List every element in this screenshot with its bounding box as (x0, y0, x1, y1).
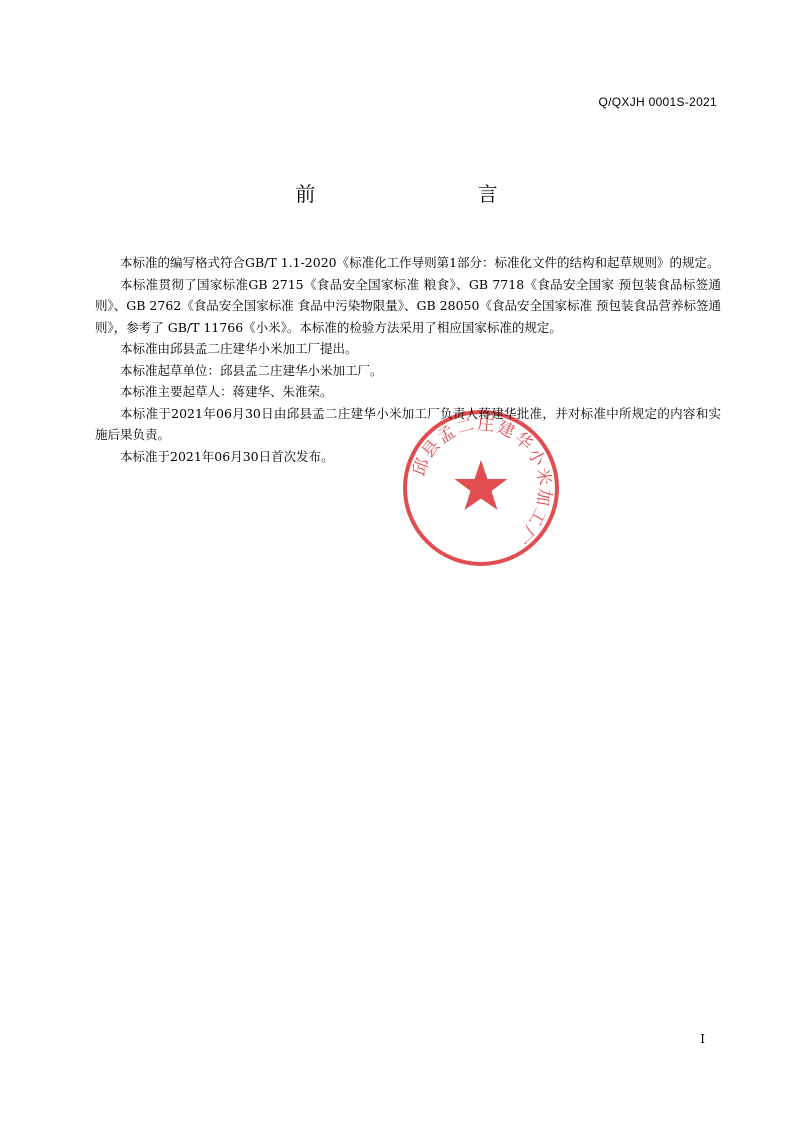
paragraph-drafting-unit: 本标准起草单位：邱县孟二庄建华小米加工厂。 (120, 362, 383, 378)
seal-text: 邱县孟二庄建华小米加工厂 (409, 414, 555, 548)
paragraph-release: 本标准于2021年06月30日首次发布。 (120, 448, 334, 464)
paragraph-referenced-standards: 本标准贯彻了国家标准GB 2715《食品安全国家标准 粮食》、GB 7718《食品安全国家 预包装食品标签通则》、GB 2762《食品安全国家标准 食品中污染物限量》、GB 28050《食品安全国家标准 预包装食品营养标签通则》，参考了 GB/T 11766《小米》。本标准的检验方法采用了相应国家标准的规定。 (95, 276, 721, 335)
star-icon (455, 460, 508, 510)
paragraph-format: 本标准的编写格式符合GB/T 1.1-2020《标准化工作导则第1部分：标准化文件的结构和起草规则》的规定。 (120, 255, 720, 270)
paragraph-proposer: 本标准由邱县孟二庄建华小米加工厂提出。 (120, 341, 358, 356)
company-seal (401, 408, 561, 568)
document-code: Q/QXJH 0001S-2021 (598, 95, 717, 109)
paragraph-approval: 本标准于2021年06月30日由邱县孟二庄建华小米加工厂负责人蒋建华批准，并对标准中所规定的内容和实施后果负责。 (95, 405, 721, 442)
paragraph-drafters: 本标准主要起草人：蒋建华、朱淮荣。 (120, 384, 333, 399)
page-title: 前 言 (295, 182, 576, 206)
page-number: I (700, 1032, 705, 1046)
